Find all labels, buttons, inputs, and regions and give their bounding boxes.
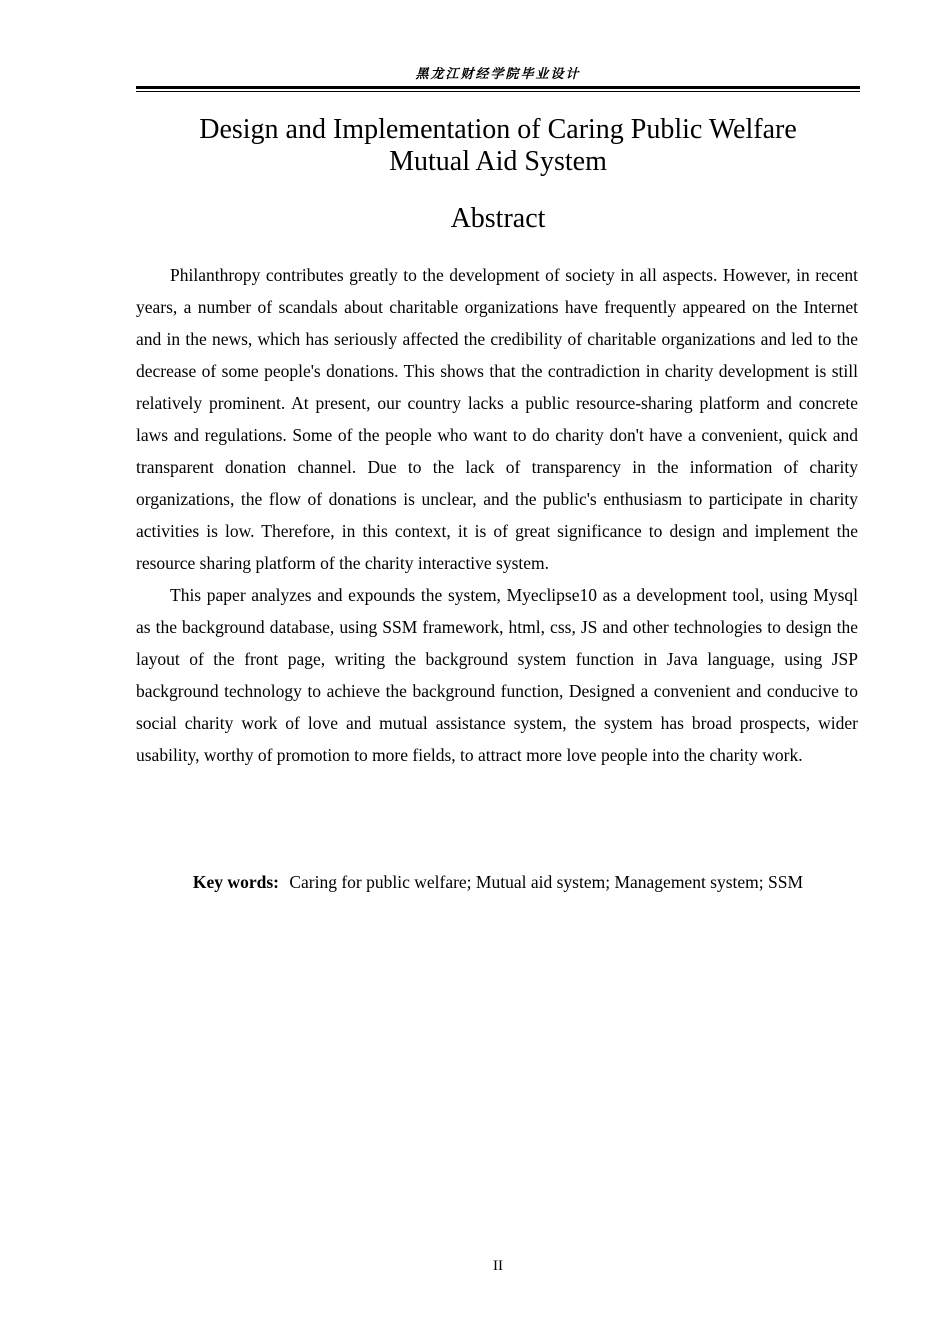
document-title-line-2: Mutual Aid System bbox=[389, 146, 607, 177]
abstract-paragraph-1: Philanthropy contributes greatly to the development of society in all aspects. However, in recent years, a number of scandals about charitable organizations have frequently appeared on the Internet and in the news, which has seriously affected the credibility of charitable organizations and led to the decrease of some people's donations. This shows that the contradiction in charity development is still relatively prominent. At present, our country lacks a public resource-sharing platform and concrete laws and regulations. Some of the people who want to do charity don't have a convenient, quick and transparent donation channel. Due to the lack of transparency in the information of charity organizations, the flow of donations is unclear, and the public's enthusiasm to participate in charity activities is low. Therefore, in this context, it is of great significance to design and implement the resource sharing platform of the charity interactive system. bbox=[136, 265, 858, 573]
document-title-line-1: Design and Implementation of Caring Public Welfare bbox=[199, 114, 797, 145]
header-rule-thin bbox=[136, 91, 860, 92]
keywords-value: Caring for public welfare; Mutual aid system; Management system; SSM bbox=[289, 872, 804, 892]
page-number: II bbox=[493, 1258, 503, 1274]
header-rule-thick bbox=[136, 86, 860, 89]
keywords-line bbox=[136, 866, 860, 898]
abstract-heading: Abstract bbox=[450, 203, 546, 234]
document-title bbox=[136, 114, 860, 178]
abstract-paragraph-2: This paper analyzes and expounds the system, Myeclipse10 as a development tool, using Mysql as the background database, using SSM framework, html, css, JS and other technologies to design the layout of the front page, writing the background system function in Java language, using JSP background technology to achieve the background function, Designed a convenient and conducive to social charity work of love and mutual assistance system, the system has broad prospects, wider usability, worthy of promotion to more fields, to attract more love people into the charity work. bbox=[136, 585, 858, 765]
keywords-label: Key words: bbox=[192, 872, 279, 892]
running-header-title: 黑龙江财经学院毕业设计 bbox=[415, 67, 581, 82]
abstract-body bbox=[136, 259, 858, 771]
